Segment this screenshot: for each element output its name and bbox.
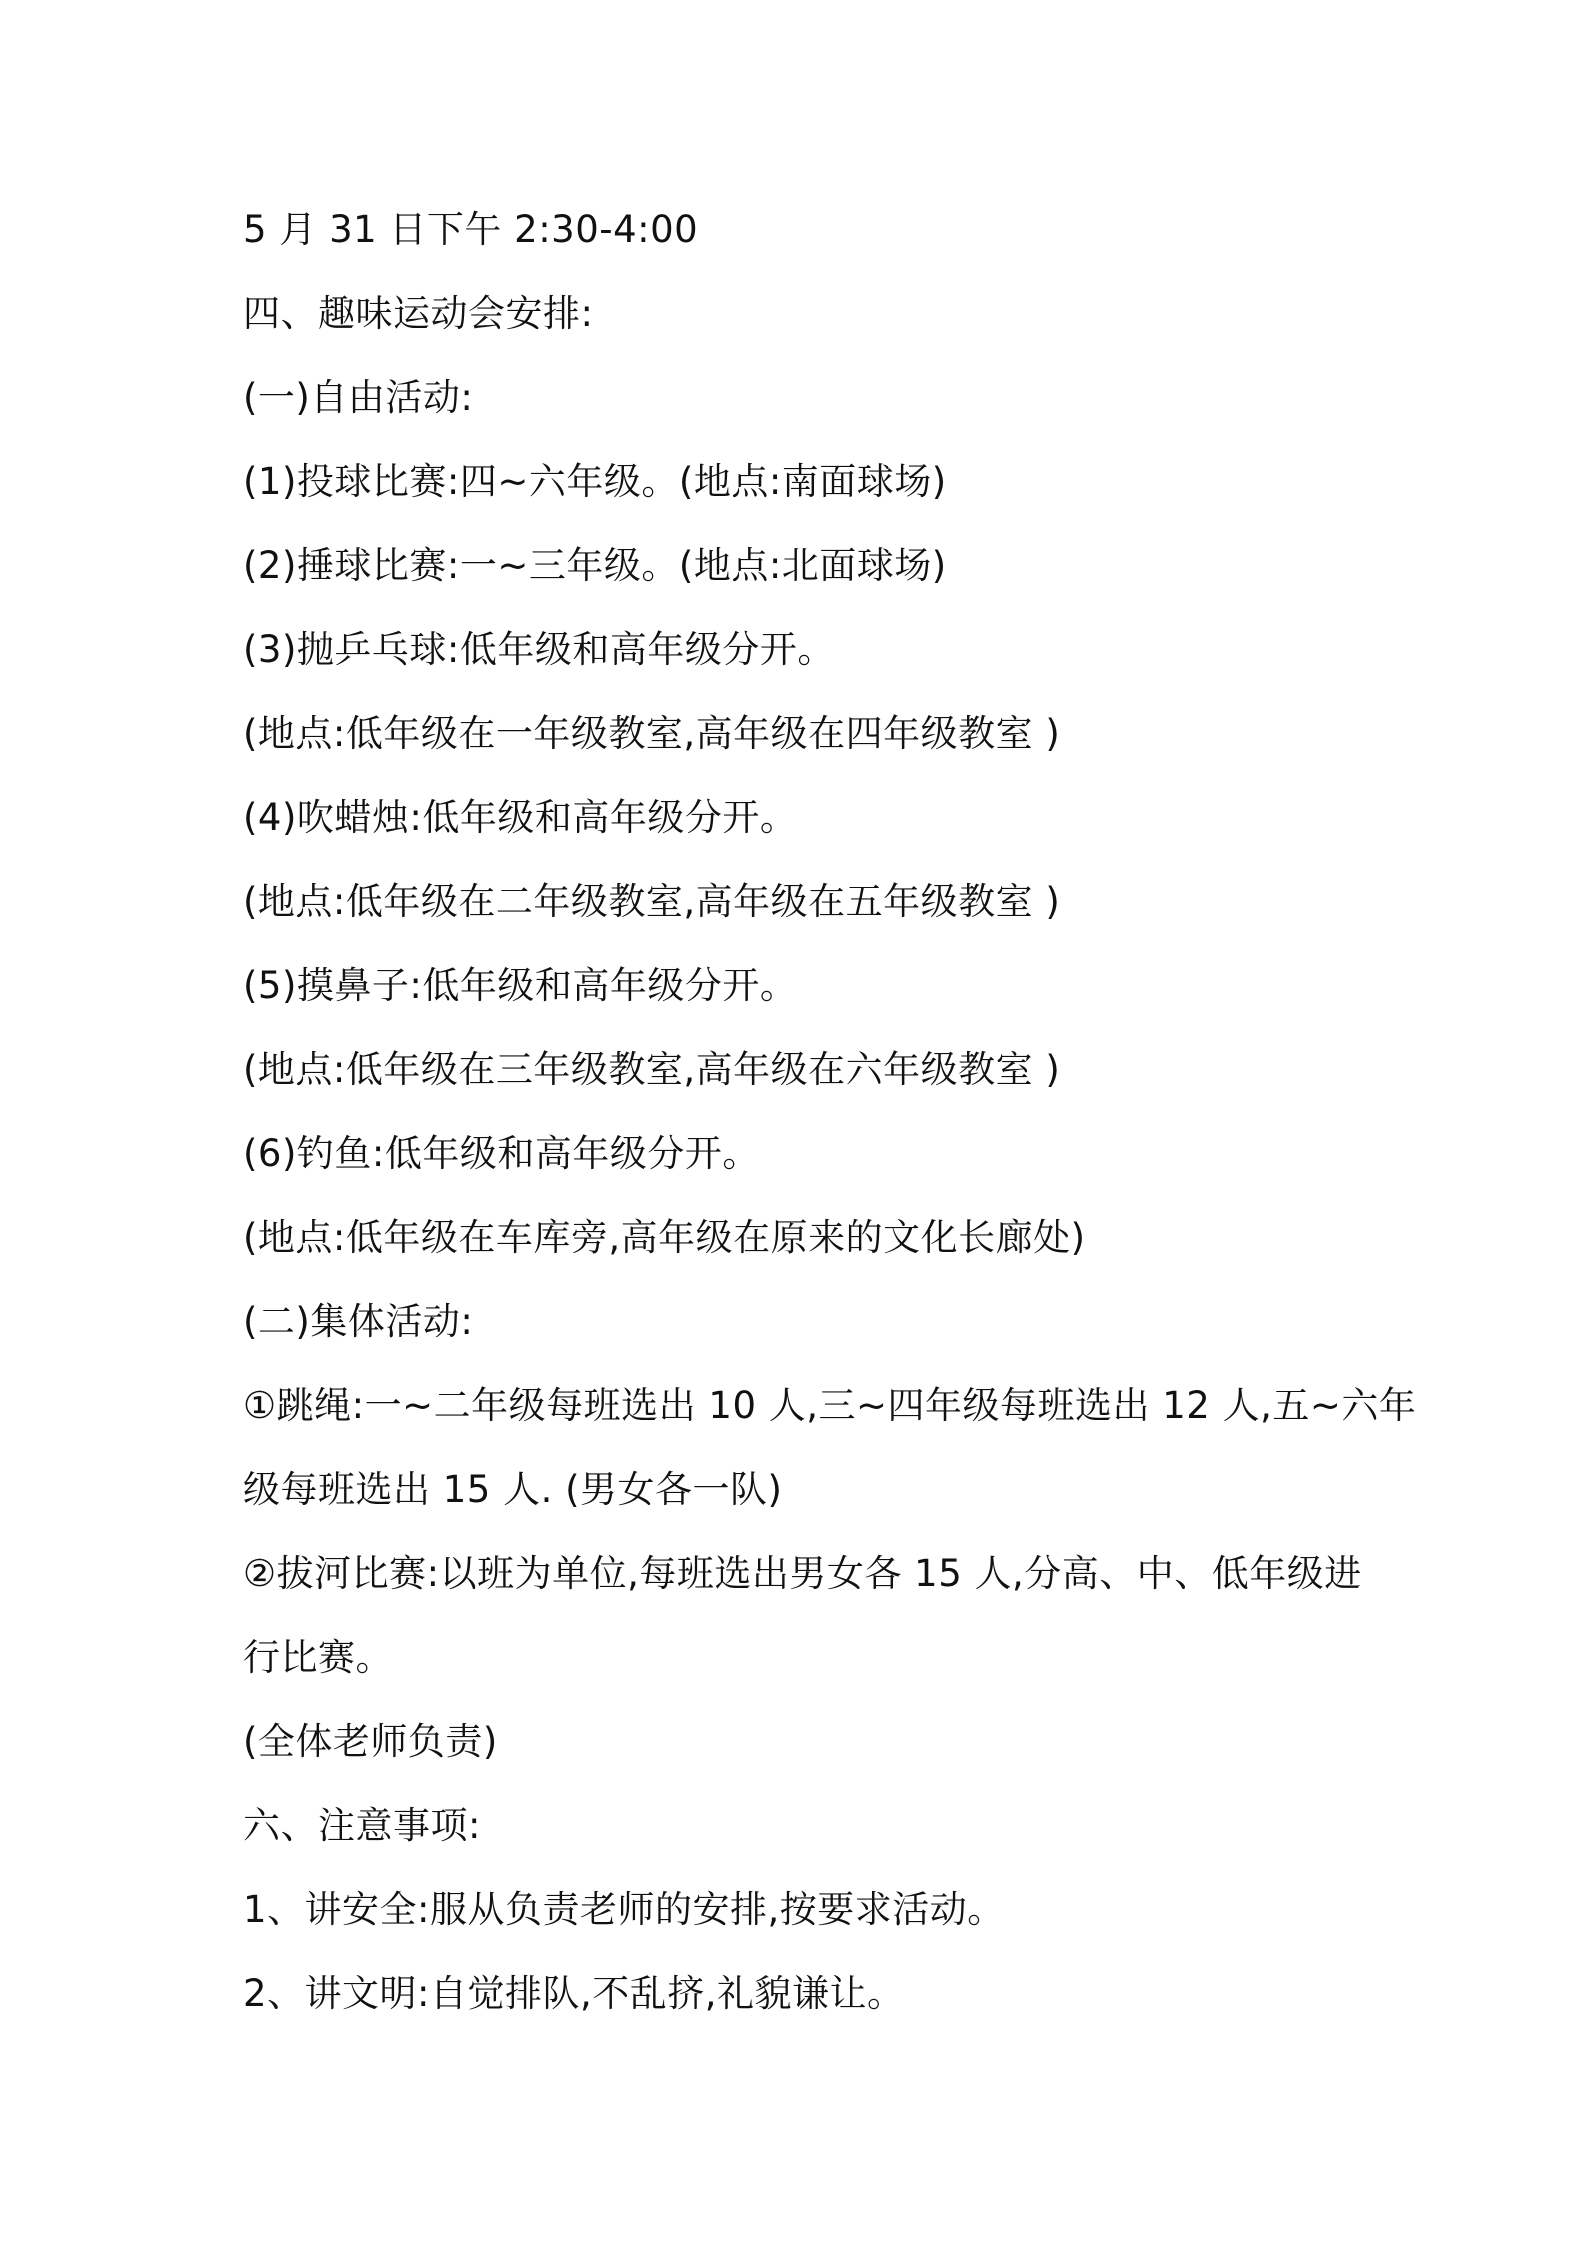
- activity-item-5: (5)摸鼻子:低年级和高年级分开。: [243, 964, 798, 1007]
- subsection-free-activities: (一)自由活动:: [243, 376, 474, 419]
- activity-item-2: (2)捶球比赛:一~三年级。(地点:北面球场): [243, 544, 947, 587]
- activity-location-3: (地点:低年级在一年级教室,高年级在四年级教室 ): [243, 712, 1061, 755]
- activity-location-4: (地点:低年级在二年级教室,高年级在五年级教室 ): [243, 880, 1061, 923]
- group-item-jump-rope: ①跳绳:一~二年级每班选出 10 人,三~四年级每班选出 12 人,五~六年: [243, 1384, 1417, 1427]
- activity-item-3: (3)抛乒乓球:低年级和高年级分开。: [243, 628, 835, 671]
- activity-item-1: (1)投球比赛:四~六年级。(地点:南面球场): [243, 460, 947, 503]
- activity-location-6: (地点:低年级在车库旁,高年级在原来的文化长廊处): [243, 1216, 1086, 1259]
- note-item-1: 1、讲安全:服从负责老师的安排,按要求活动。: [243, 1888, 1005, 1931]
- group-item-tug-of-war-cont: 行比赛。: [243, 1636, 393, 1679]
- responsible-note: (全体老师负责): [243, 1720, 498, 1763]
- activity-item-4: (4)吹蜡烛:低年级和高年级分开。: [243, 796, 798, 839]
- subsection-group-activities: (二)集体活动:: [243, 1300, 474, 1343]
- activity-location-5: (地点:低年级在三年级教室,高年级在六年级教室 ): [243, 1048, 1061, 1091]
- group-item-jump-rope-cont: 级每班选出 15 人. (男女各一队): [243, 1468, 783, 1511]
- schedule-time: 5 月 31 日下午 2:30-4:00: [243, 208, 699, 251]
- activity-item-6: (6)钓鱼:低年级和高年级分开。: [243, 1132, 760, 1175]
- section-heading-games: 四、趣味运动会安排:: [243, 292, 594, 335]
- note-item-2: 2、讲文明:自觉排队,不乱挤,礼貌谦让。: [243, 1972, 905, 2015]
- group-item-tug-of-war: ②拔河比赛:以班为单位,每班选出男女各 15 人,分高、中、低年级进: [243, 1552, 1362, 1595]
- section-heading-notes: 六、注意事项:: [243, 1804, 481, 1847]
